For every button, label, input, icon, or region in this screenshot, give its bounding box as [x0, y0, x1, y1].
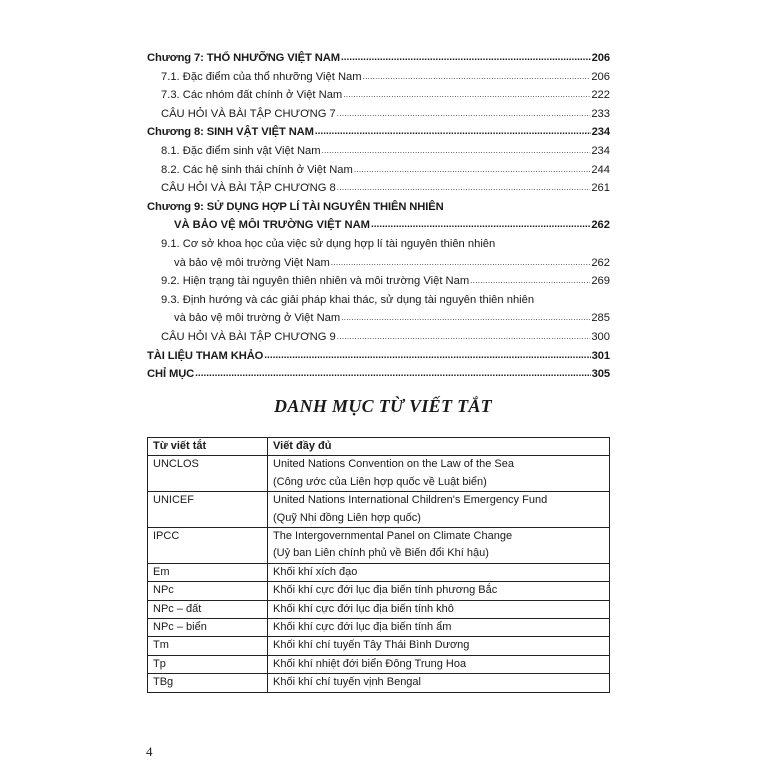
- full-form-cell: [268, 528, 610, 564]
- abbreviation-cell: NPc – đất: [148, 600, 268, 618]
- abbreviation-cell: Em: [148, 563, 268, 581]
- toc-entry-page: 244: [591, 163, 610, 176]
- toc-entry-page: 234: [591, 144, 610, 157]
- full-form-text: Khối khí chí tuyến vịnh Bengal: [273, 676, 421, 689]
- toc-leader-dots: [195, 364, 590, 384]
- toc-entry: [147, 68, 610, 87]
- full-form-text: Khối khí cực đới lục địa biến tính ẩm: [273, 621, 452, 634]
- full-form-text: The Intergovernmental Panel on Climate Change: [273, 530, 513, 543]
- toc-leader-dots: [470, 271, 590, 291]
- full-form-cell: [268, 582, 610, 600]
- toc-leader-dots: [337, 327, 591, 347]
- toc-leader-dots: [363, 67, 591, 87]
- full-form-cell: [268, 456, 610, 492]
- toc-entry-title: và bảo vệ môi trường ở Việt Nam: [174, 312, 341, 325]
- full-form-text: Khối khí chí tuyến Tây Thái Bình Dương: [273, 639, 470, 652]
- toc-entry: [147, 86, 610, 105]
- toc-entry: [147, 49, 610, 68]
- page-number: 4: [146, 744, 153, 759]
- toc-leader-dots: [343, 85, 590, 105]
- table-row: [148, 655, 610, 673]
- full-form-text: United Nations International Children's Emergency Fund: [273, 494, 548, 507]
- toc-entry-title: 9.1. Cơ sở khoa học của việc sử dụng hợp lí tài nguyên thiên nhiên: [161, 237, 496, 250]
- full-form-cell: [268, 492, 610, 528]
- full-form-text: Khối khí nhiệt đới biển Đông Trung Hoa: [273, 657, 467, 670]
- table-header-row: [148, 438, 610, 456]
- toc-entry: [147, 179, 610, 198]
- toc-leader-dots: [341, 48, 591, 68]
- toc-entry-page: 206: [591, 52, 610, 64]
- full-form-text: Khối khí xích đạo: [273, 565, 358, 578]
- table-row: [148, 528, 610, 564]
- toc-entry-title: 9.2. Hiện trạng tài nguyên thiên nhiên và môi trường Việt Nam: [161, 275, 470, 288]
- toc-entry-title: Chương 9: SỬ DỤNG HỢP LÍ TÀI NGUYÊN THIÊN NHIÊN: [147, 200, 444, 213]
- full-form-translation: (Quỹ Nhi đồng Liên hợp quốc): [273, 511, 421, 524]
- table-row: [148, 600, 610, 618]
- toc-entry-page: 285: [591, 312, 610, 325]
- toc-entry: [147, 123, 610, 142]
- header-abbreviation: Từ viết tắt: [148, 438, 268, 456]
- abbreviation-cell: NPc – biển: [148, 619, 268, 637]
- full-form-cell: [268, 674, 610, 692]
- abbreviation-cell: Tm: [148, 637, 268, 655]
- full-form-text: Khối khí cực đới lục địa biến tính khô: [273, 602, 454, 615]
- toc-leader-dots: [341, 308, 590, 328]
- toc-entry-page: 301: [591, 349, 610, 362]
- full-form-cell: [268, 637, 610, 655]
- toc-entry: [147, 216, 610, 235]
- toc-entry: [147, 328, 610, 347]
- toc-leader-dots: [354, 160, 591, 180]
- full-form-text: United Nations Convention on the Law of the Sea: [273, 458, 514, 471]
- toc-entry: [147, 161, 610, 180]
- toc-entry-title: CHỈ MỤC: [147, 368, 195, 381]
- abbreviation-table: [147, 437, 610, 693]
- abbreviation-cell: TBg: [148, 674, 268, 692]
- toc-entry-title: VÀ BẢO VỆ MÔI TRƯỜNG VIỆT NAM: [174, 219, 370, 232]
- toc-leader-dots: [322, 141, 591, 161]
- toc-entry: [147, 235, 610, 254]
- toc-leader-dots: [337, 104, 591, 124]
- toc-entry-title: Chương 7: THỔ NHƯỠNG VIỆT NAM: [147, 52, 340, 64]
- table-of-contents: [147, 49, 610, 384]
- full-form-translation: (Uỷ ban Liên chính phủ về Biến đổi Khí hậu): [273, 547, 489, 560]
- table-row: [148, 456, 610, 492]
- table-row: [148, 492, 610, 528]
- toc-entry: [147, 347, 610, 366]
- toc-entry-title: CÂU HỎI VÀ BÀI TẬP CHƯƠNG 7: [161, 107, 336, 120]
- header-full-form: Viết đầy đủ: [268, 438, 610, 456]
- toc-entry-title: TÀI LIỆU THAM KHẢO: [147, 349, 264, 362]
- toc-entry-page: 262: [591, 219, 610, 232]
- abbreviation-cell: UNCLOS: [148, 456, 268, 492]
- toc-leader-dots: [337, 178, 591, 198]
- toc-entry: [147, 272, 610, 291]
- toc-leader-dots: [331, 253, 591, 273]
- section-title: DANH MỤC TỪ VIẾT TẮT: [274, 396, 492, 416]
- full-form-cell: [268, 655, 610, 673]
- toc-entry-page: 222: [591, 89, 610, 102]
- table-row: [148, 619, 610, 637]
- full-form-cell: [268, 600, 610, 618]
- table-row: [148, 637, 610, 655]
- abbreviation-cell: Tp: [148, 655, 268, 673]
- toc-entry-page: 234: [591, 126, 610, 139]
- toc-entry-title: và bảo vệ môi trường Việt Nam: [174, 256, 330, 269]
- toc-entry-title: Chương 8: SINH VẬT VIỆT NAM: [147, 126, 314, 139]
- toc-entry-title: 7.3. Các nhóm đất chính ở Việt Nam: [161, 89, 343, 102]
- toc-leader-dots: [264, 346, 590, 366]
- toc-entry-title: 9.3. Định hướng và các giải pháp khai thác, sử dụng tài nguyên thiên nhiên: [161, 293, 535, 306]
- toc-entry-page: 233: [591, 107, 610, 120]
- toc-entry: [147, 198, 610, 217]
- toc-entry-title: 8.1. Đặc điểm sinh vật Việt Nam: [161, 144, 321, 157]
- toc-entry-page: 305: [591, 368, 610, 381]
- abbreviation-cell: IPCC: [148, 528, 268, 564]
- full-form-text: Khối khí cực đới lục địa biến tính phương Bắc: [273, 584, 498, 597]
- toc-entry-page: 269: [591, 275, 610, 288]
- toc-entry: [147, 254, 610, 273]
- toc-entry-title: CÂU HỎI VÀ BÀI TẬP CHƯƠNG 9: [161, 330, 336, 343]
- toc-entry: [147, 309, 610, 328]
- toc-entry-title: 7.1. Đặc điểm của thổ nhưỡng Việt Nam: [161, 70, 362, 83]
- full-form-cell: [268, 619, 610, 637]
- table-row: [148, 563, 610, 581]
- table-row: [148, 582, 610, 600]
- toc-entry: [147, 291, 610, 310]
- abbreviation-cell: UNICEF: [148, 492, 268, 528]
- full-form-cell: [268, 563, 610, 581]
- abbreviation-cell: NPc: [148, 582, 268, 600]
- toc-entry-title: CÂU HỎI VÀ BÀI TẬP CHƯƠNG 8: [161, 182, 336, 195]
- toc-entry-page: 206: [591, 70, 610, 83]
- toc-leader-dots: [315, 122, 591, 142]
- full-form-translation: (Công ước của Liên hợp quốc về Luật biển): [273, 475, 487, 488]
- toc-entry-page: 300: [591, 330, 610, 343]
- toc-entry: [147, 142, 610, 161]
- toc-entry-page: 261: [591, 182, 610, 195]
- toc-entry: [147, 105, 610, 124]
- toc-leader-dots: [371, 215, 590, 235]
- toc-entry-title: 8.2. Các hệ sinh thái chính ở Việt Nam: [161, 163, 353, 176]
- toc-entry: [147, 365, 610, 384]
- toc-entry-page: 262: [591, 256, 610, 269]
- table-row: [148, 674, 610, 692]
